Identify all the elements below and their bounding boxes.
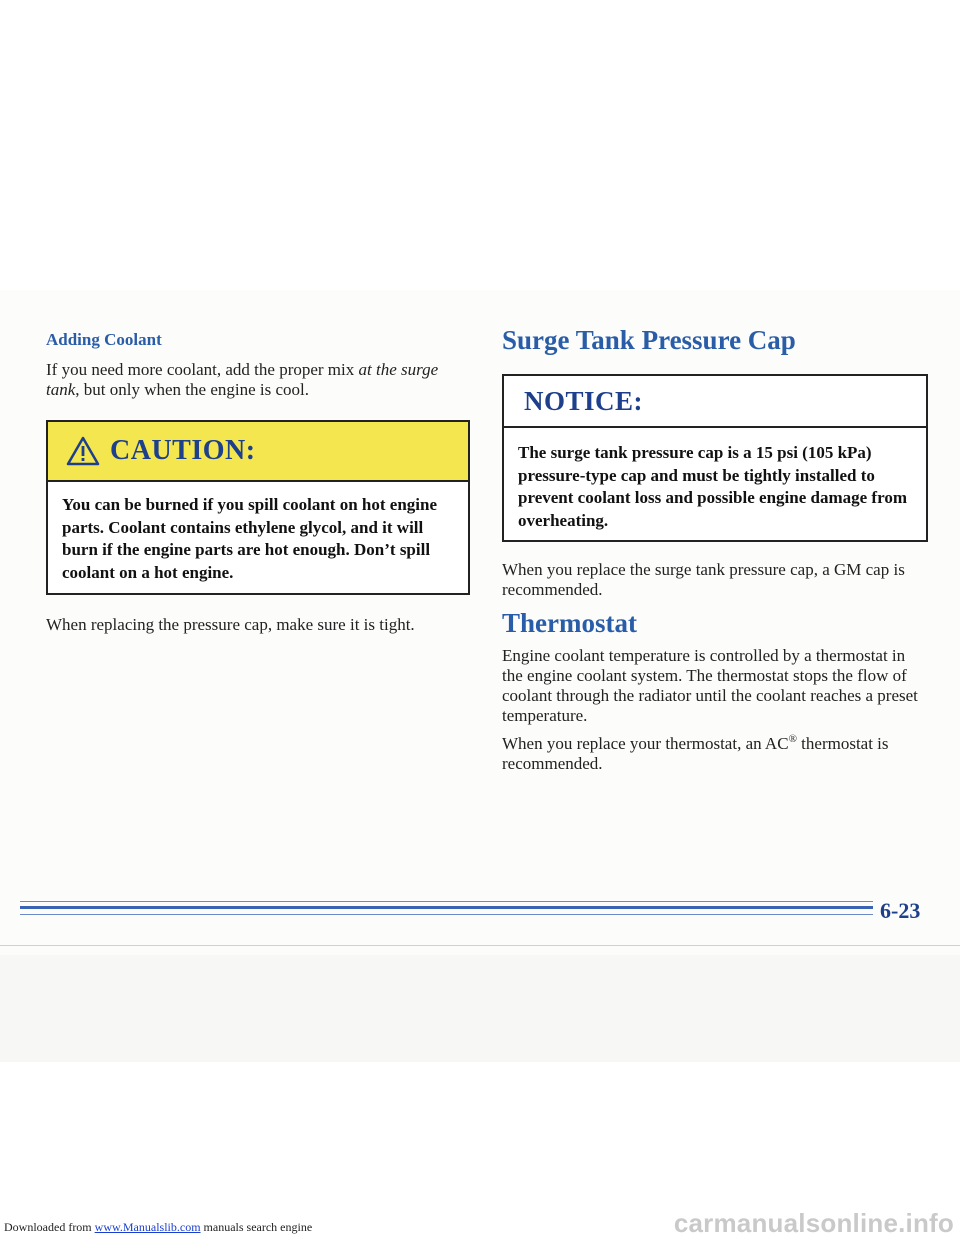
- footer-rule-bottom: [20, 914, 873, 915]
- page-lower-band: [0, 955, 960, 1062]
- thermostat-title: Thermostat: [502, 608, 637, 638]
- thermostat-paragraph-1: [502, 646, 928, 726]
- page-number: 6-23: [880, 898, 921, 923]
- warning-triangle-icon: [66, 436, 100, 466]
- manualslib-link[interactable]: www.Manualslib.com: [94, 1220, 201, 1234]
- intro-text-before: If you need more coolant, add the proper mix: [46, 360, 359, 379]
- notice-header: [504, 376, 926, 428]
- left-column: [46, 330, 472, 400]
- adding-coolant-subhead: Adding Coolant: [46, 330, 162, 349]
- gm-cap-text: When you replace the surge tank pressure cap, a GM cap is recommended.: [502, 560, 905, 599]
- registered-mark: ®: [788, 733, 797, 745]
- download-credit: [4, 1220, 312, 1235]
- surge-tank-title: Surge Tank Pressure Cap: [502, 325, 796, 355]
- thermostat-heading: [502, 608, 637, 639]
- intro-text-italic: at the surge tank: [46, 360, 439, 399]
- pressure-cap-note: [46, 615, 472, 635]
- thermostat-text-1: Engine coolant temperature is controlled by a thermostat in the engine coolant system. The thermostat stops the flow of coolant through the radiator until the coolant reaches a preset temperature.: [502, 646, 918, 725]
- page-edge-line: [0, 945, 960, 946]
- credit-prefix: Downloaded from: [4, 1220, 95, 1234]
- pressure-cap-text: When replacing the pressure cap, make sure it is tight.: [46, 615, 415, 634]
- credit-suffix: manuals search engine: [200, 1220, 313, 1234]
- notice-box: [502, 374, 928, 542]
- thermo-p2-after: thermostat is recommended.: [502, 734, 889, 773]
- intro-text-after: , but only when the engine is cool.: [75, 380, 309, 399]
- thermo-p2-before: When you replace your thermostat, an AC: [502, 734, 789, 753]
- footer-rule-middle: [20, 906, 873, 909]
- adding-coolant-intro: [46, 360, 472, 400]
- footer-rule-top: [20, 901, 873, 902]
- right-column: [502, 325, 928, 356]
- notice-body: The surge tank pressure cap is a 15 psi (105 kPa) pressure-type cap and must be tightly installed to prevent coolant loss and possible engine damage from overheating.: [518, 443, 907, 530]
- caution-header: [48, 422, 468, 482]
- thermostat-text-2: [502, 734, 928, 774]
- caution-title: CAUTION:: [110, 435, 256, 466]
- caution-box: [46, 420, 470, 595]
- watermark: carmanualsonline.info: [673, 1208, 954, 1238]
- thermostat-paragraph-2: [502, 734, 928, 774]
- notice-title: NOTICE:: [524, 385, 644, 416]
- caution-body: You can be burned if you spill coolant on hot engine parts. Coolant contains ethylene glycol, and it will burn if the engine parts are hot enough. Don’t spill coolant on a hot engine.: [62, 495, 438, 582]
- gm-cap-note: [502, 560, 928, 600]
